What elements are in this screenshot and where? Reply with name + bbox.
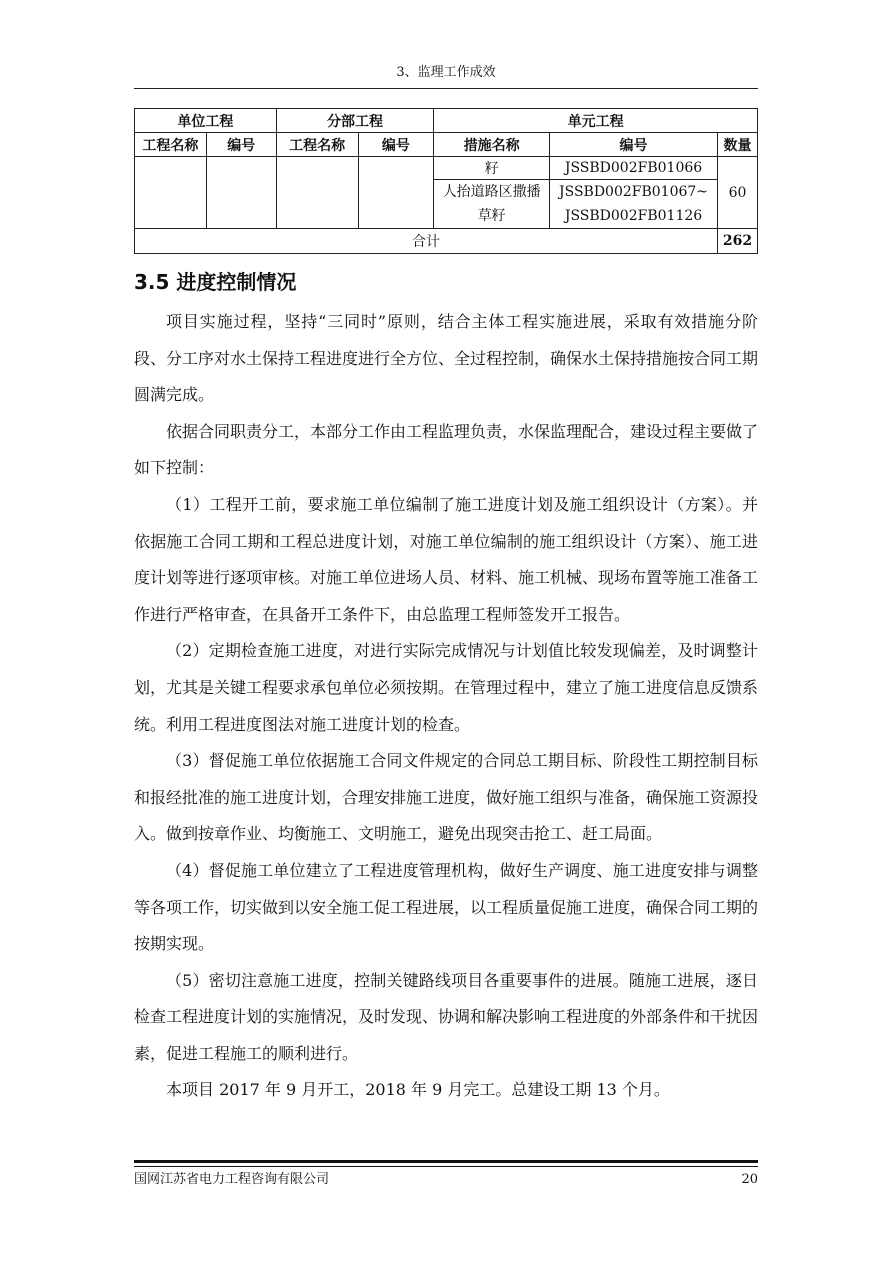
table-total-row bbox=[135, 229, 758, 254]
table-row bbox=[135, 157, 758, 180]
footer-company: 国网江苏省电力工程咨询有限公司 bbox=[134, 1172, 330, 1187]
paragraph: （3）督促施工单位依据施工合同文件规定的合同总工期目标、阶段性工期控制目标和报经批准的施工进度计划，合理安排施工进度，做好施工组织与准备，确保施工资源投入。做到按章作业、均衡施工、文明施工，避免出现突击抢工、赶工局面。 bbox=[134, 751, 759, 844]
code-cell: JSSBD002FB01066 bbox=[550, 157, 718, 180]
measure-name-cell: 籽 bbox=[434, 157, 550, 180]
paragraph: （2）定期检查施工进度，对进行实际完成情况与计划值比较发现偏差，及时调整计划，尤其是关键工程要求承包单位必须按期。在管理过程中，建立了施工进度信息反馈系统。利用工程进度图法对施工进度计划的检查。 bbox=[134, 641, 759, 734]
column-header: 编号 bbox=[358, 133, 434, 157]
total-label: 合计 bbox=[135, 229, 718, 254]
quantity-cell: 60 bbox=[717, 157, 757, 229]
paragraph: （5）密切注意施工进度，控制关键路线项目各重要事件的进展。随施工进展，逐日检查工程进度计划的实施情况，及时发现、协调和解决影响工程进度的外部条件和干扰因素，促进工程施工的顺利进行。 bbox=[134, 970, 759, 1063]
table-column-header-row bbox=[135, 133, 758, 157]
section-heading: 3.5 进度控制情况 bbox=[134, 270, 297, 294]
code-cell bbox=[550, 180, 718, 229]
column-header: 措施名称 bbox=[434, 133, 550, 157]
measure-name-cell bbox=[434, 180, 550, 229]
table-cell-empty bbox=[358, 157, 434, 229]
total-value: 262 bbox=[717, 229, 757, 254]
table-cell-empty bbox=[135, 157, 207, 229]
column-header: 工程名称 bbox=[276, 133, 358, 157]
footer-rule-thick bbox=[134, 1160, 758, 1163]
paragraph: 依据合同职责分工，本部分工作由工程监理负责，水保监理配合，建设过程主要做了如下控制： bbox=[134, 421, 759, 478]
paragraph: （4）督促施工单位建立了工程进度管理机构，做好生产调度、施工进度安排与调整等各项工作，切实做到以安全施工促工程进展，以工程质量促施工进度，确保合同工期的按期实现。 bbox=[134, 860, 759, 954]
section-body bbox=[134, 304, 758, 1109]
table-cell-empty bbox=[276, 157, 358, 229]
measure-name-line: 人抬道路区撒播 bbox=[442, 184, 541, 200]
work-quantity-table bbox=[134, 108, 758, 254]
paragraph: 项目实施过程，坚持“三同时”原则，结合主体工程实施进展，采取有效措施分阶段、分工序对水土保持工程进度进行全方位、全过程控制，确保水土保持措施按合同工期圆满完成。 bbox=[134, 312, 759, 405]
paragraph: （1）工程开工前，要求施工单位编制了施工进度计划及施工组织设计（方案）。并依据施工合同工期和工程总进度计划，对施工单位编制的施工组织设计（方案）、施工进度计划等进行逐项审核。对施工单位进场人员、材料、施工机械、现场布置等施工准备工作进行严格审查，在具备开工条件下，由总监理工程师签发开工报告。 bbox=[134, 494, 759, 624]
column-header: 工程名称 bbox=[135, 133, 207, 157]
code-line: JSSBD002FB01126 bbox=[564, 208, 703, 224]
group-header-division: 分部工程 bbox=[276, 109, 434, 133]
column-header: 编号 bbox=[550, 133, 718, 157]
code-line: JSSBD002FB01067~ bbox=[558, 184, 709, 200]
running-header: 3、监理工作成效 bbox=[396, 65, 496, 80]
group-header-element: 单元工程 bbox=[434, 109, 758, 133]
table-group-header-row bbox=[135, 109, 758, 133]
page-number: 20 bbox=[741, 1172, 758, 1187]
column-header: 数量 bbox=[717, 133, 757, 157]
column-header: 编号 bbox=[206, 133, 276, 157]
header-rule bbox=[134, 88, 758, 89]
measure-name-line: 草籽 bbox=[477, 208, 506, 224]
paragraph: 本项目 2017 年 9 月开工，2018 年 9 月完工。总建设工期 13 个月。 bbox=[166, 1080, 670, 1100]
footer-rule-thin bbox=[134, 1166, 758, 1167]
table-cell-empty bbox=[206, 157, 276, 229]
group-header-unit: 单位工程 bbox=[135, 109, 277, 133]
